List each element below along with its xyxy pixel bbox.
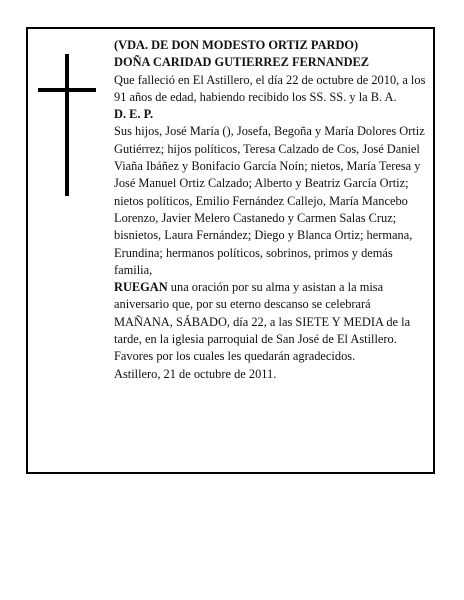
mass-request-text: una oración por su alma y asistan a la misa aniversario que, por su eterno descanso se celebrará MAÑANA, SÁBADO, día 22, a las SIETE Y MEDIA de la tarde, en la iglesia parroquial de San José de El Astillero. Favores por los cuales les quedarán agradecidos. — [114, 280, 411, 364]
place-date: Astillero, 21 de octubre de 2011. — [114, 366, 277, 381]
widow-heading: (VDA. DE DON MODESTO ORTIZ PARDO) — [114, 38, 359, 52]
cross-vertical-bar — [65, 54, 69, 196]
mass-request — [114, 279, 430, 365]
cross-icon — [38, 54, 96, 196]
obituary-text — [114, 37, 430, 383]
deceased-name: DOÑA CARIDAD GUTIERREZ FERNANDEZ — [114, 55, 370, 70]
ruegan-label: RUEGAN — [114, 280, 168, 295]
family-list: Sus hijos, José María (), Josefa, Begoña y María Dolores Ortiz Gutiérrez; hijos políticos, Teresa Calzado de Cos, José Daniel Viaña Ibáñez y Bonifacio García Noín; nietos, María Teresa y José Manuel Ortiz Calzado; Alberto y Beatriz García Ortiz; nietos políticos, Emilio Fernández Callejo, María Mancebo Lorenzo, Javier Melero Castanedo y Carmen Salas Cruz; bisnietos, Laura Fernández; Diego y Blanca Ortiz; hermana, Erundina; hermanos políticos, sobrinos, primos y demás familia, — [114, 124, 425, 277]
death-announcement: Que falleció en El Astillero, el día 22 de octubre de 2010, a los 91 años de edad, habiendo recibido los SS. SS. y la B. A. — [114, 72, 426, 104]
dep-line: D. E. P. — [114, 107, 154, 122]
cross-horizontal-bar — [38, 88, 96, 92]
